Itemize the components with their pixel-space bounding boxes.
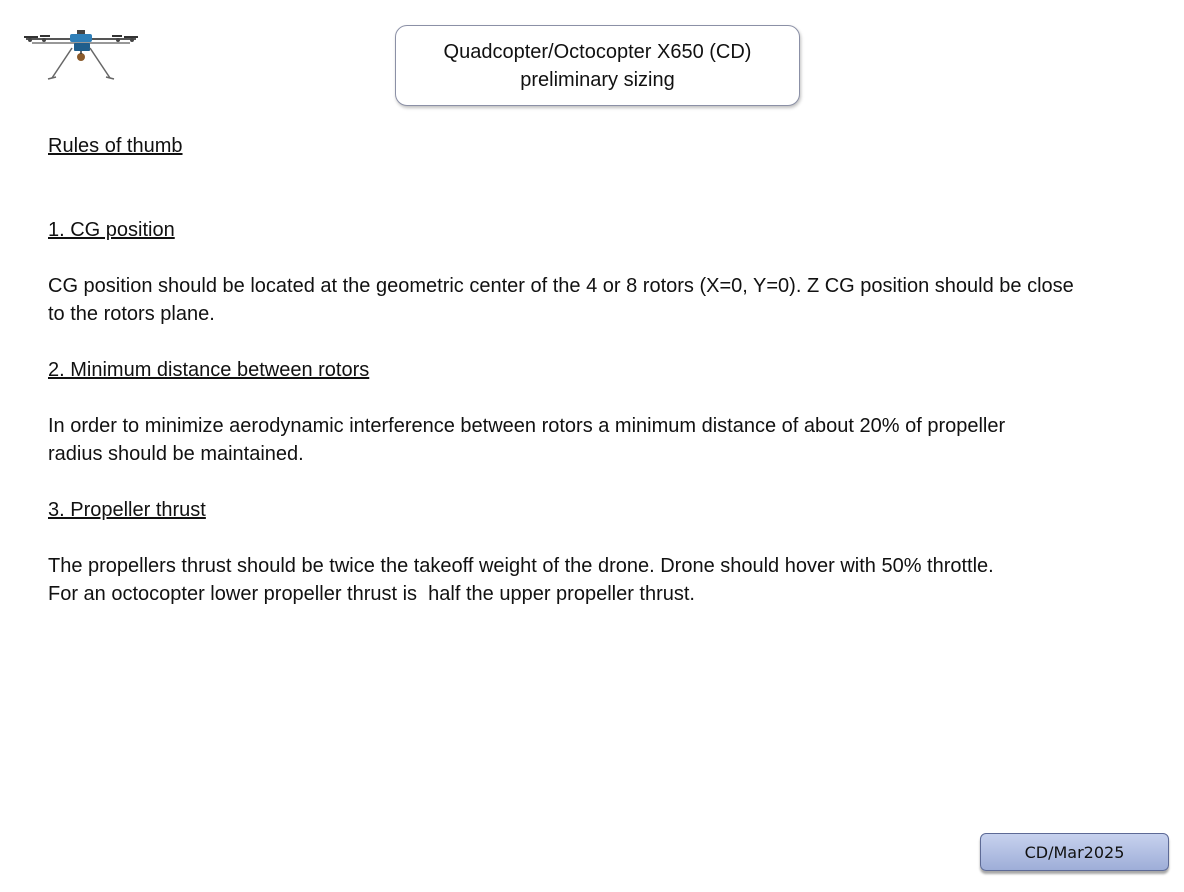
spacer	[48, 468, 1148, 496]
spacer	[48, 160, 1148, 216]
page-title-line2: preliminary sizing	[520, 68, 675, 91]
rule-text-line: radius should be maintained.	[48, 443, 304, 465]
title-box	[395, 25, 800, 106]
spacer	[48, 328, 1148, 356]
section-title: Rules of thumb	[48, 135, 183, 157]
page-title-line1: Quadcopter/Octocopter X650 (CD)	[443, 40, 752, 63]
rule-heading-cg-position: 1. CG position	[48, 219, 175, 241]
spacer	[48, 384, 1148, 412]
main-content	[48, 132, 1148, 608]
spacer	[48, 524, 1148, 552]
rule-text-line: to the rotors plane.	[48, 303, 215, 325]
author-date-badge: CD/Mar2025	[980, 833, 1169, 871]
rule-heading-propeller-thrust: 3. Propeller thrust	[48, 499, 206, 521]
spacer	[48, 244, 1148, 272]
rule-text-line: For an octocopter lower propeller thrust is half the upper propeller thrust.	[48, 583, 695, 605]
rule-heading-minimum-distance: 2. Minimum distance between rotors	[48, 359, 370, 381]
drone-icon	[22, 26, 142, 86]
rule-text-line: CG position should be located at the geometric center of the 4 or 8 rotors (X=0, Y=0). Z CG position should be close	[48, 275, 1074, 297]
rule-text-line: The propellers thrust should be twice the takeoff weight of the drone. Drone should hover with 50% throttle.	[48, 555, 994, 577]
rule-text-line: In order to minimize aerodynamic interference between rotors a minimum distance of about 20% of propeller	[48, 415, 1006, 437]
